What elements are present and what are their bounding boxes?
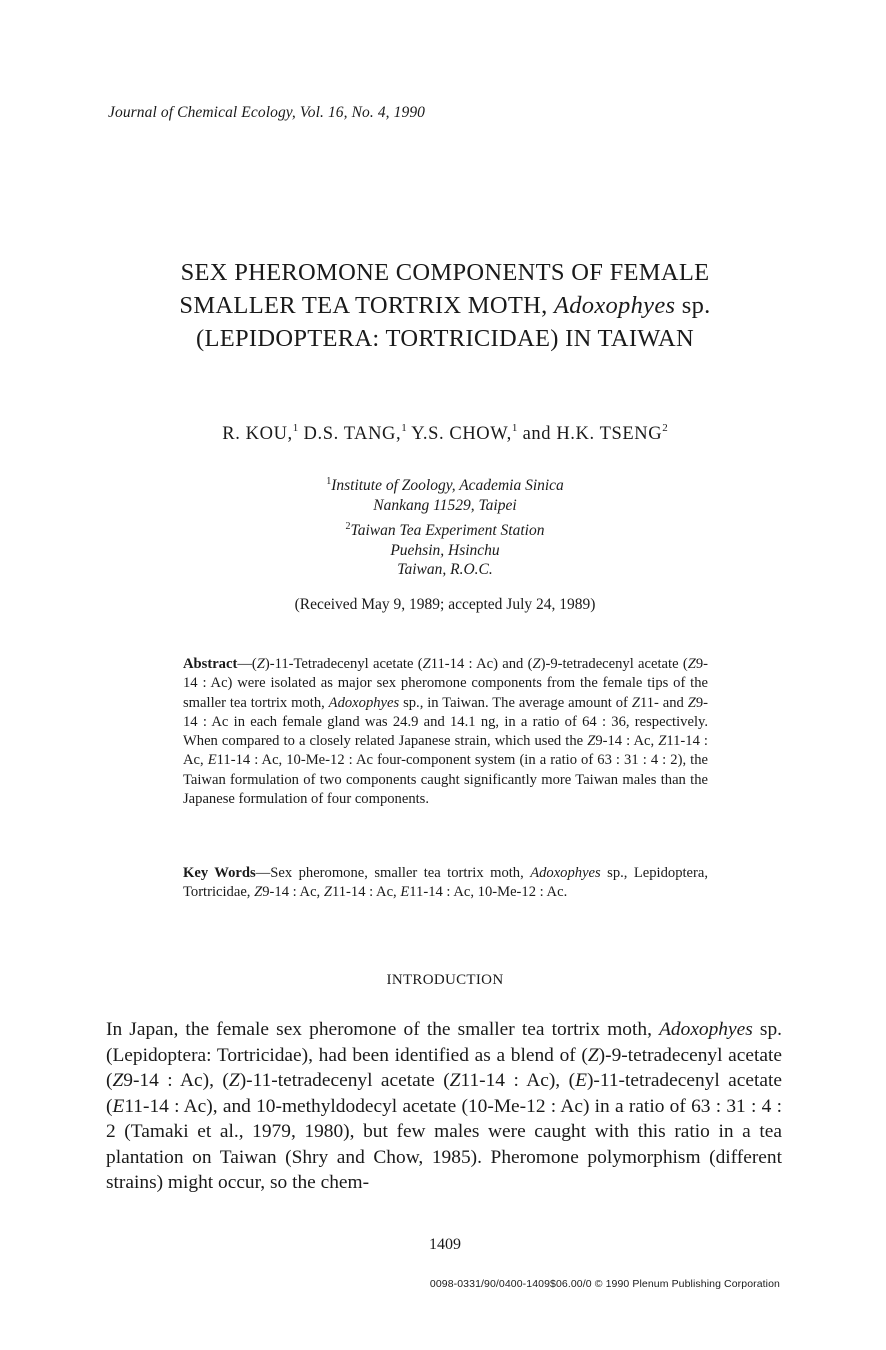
title-line-1: SEX PHEROMONE COMPONENTS OF FEMALE — [180, 259, 710, 286]
key-words: Key Words—Sex pheromone, smaller tea tortrix moth, Adoxophyes sp., Lepidoptera, Tortricidae, Z9-14 : Ac, Z11-14 : Ac, E11-14 : Ac, 10-Me-12 : Ac. — [183, 865, 709, 901]
received-dates: (Received May 9, 1989; accepted July 24, 1989) — [294, 596, 596, 613]
section-heading-introduction: INTRODUCTION — [386, 972, 504, 988]
author-list: R. KOU,$^1$ D.S. TANG,$^1$ Y.S. CHOW,$^1$ and H.K. TSENG$^2$ — [222, 422, 668, 444]
copyright-line: 0098-0331/90/0400-1409$06.00/0 © 1990 Plenum Publishing Corporation — [429, 1278, 780, 1290]
title-line-3: (LEPIDOPTERA: TORTRICIDAE) IN TAIWAN — [195, 325, 694, 352]
abstract-label: Abstract — [183, 656, 238, 672]
keywords-label: Key Words — [183, 865, 256, 881]
introduction-paragraph: In Japan, the female sex pheromone of the smaller tea tortrix moth, Adoxophyes sp. (Lepidoptera: Tortricidae), had been identified as a blend of (Z)-9-tetradecenyl acetate (Z9-14 : Ac), (Z)-11-tetradecenyl acetate (Z11-14 : Ac), (E)-11-tetradecenyl acetate (E11-14 : Ac), and 10-methyldodecyl acetate (10-Me-12 : Ac) in a ratio of 63 : 31 : 4 : 2 (Tamaki et al., 1979, 1980), but few males were caught with this ratio in a tea plantation on Taiwan (Shry and Chow, 1985). Pheromone polymorphism (different strains) might occur, so the chem- — [106, 1019, 782, 1193]
affiliation-1: $^1$Institute of Zoology, Academia Sinica Nankang 11529, Taipei — [326, 476, 564, 514]
abstract: Abstract—(Z)-11-Tetradecenyl acetate (Z11-14 : Ac) and (Z)-9-tetradecenyl acetate (Z9-14 : Ac) were isolated as major sex pheromone components from the female tips of the smaller tea tortrix moth, Adoxophyes sp., in Taiwan. The average amount of Z11- and Z9-14 : Ac in each female gland was 24.9 and 14.1 ng, in a ratio of 64 : 36, respectively. When compared to a closely related Japanese strain, which used the Z9-14 : Ac, Z11-14 : Ac, E11-14 : Ac, 10-Me-12 : Ac four-component system (in a ratio of 63 : 31 : 4 : 2), the Taiwan formulation of two components caught significantly more Taiwan males than the Japanese formulation of four components. — [183, 656, 709, 808]
affiliation-2: $^2$Taiwan Tea Experiment Station Puehsin, Hsinchu Taiwan, R.O.C. — [345, 521, 545, 578]
article-title — [100, 256, 790, 355]
title-line-2: SMALLER TEA TORTRIX MOTH, Adoxophyes sp. — [179, 292, 711, 319]
title-genus: Adoxophyes — [553, 292, 676, 319]
page-number: 1409 — [429, 1236, 461, 1253]
journal-citation: Journal of Chemical Ecology, Vol. 16, No. 4, 1990 — [108, 104, 426, 121]
